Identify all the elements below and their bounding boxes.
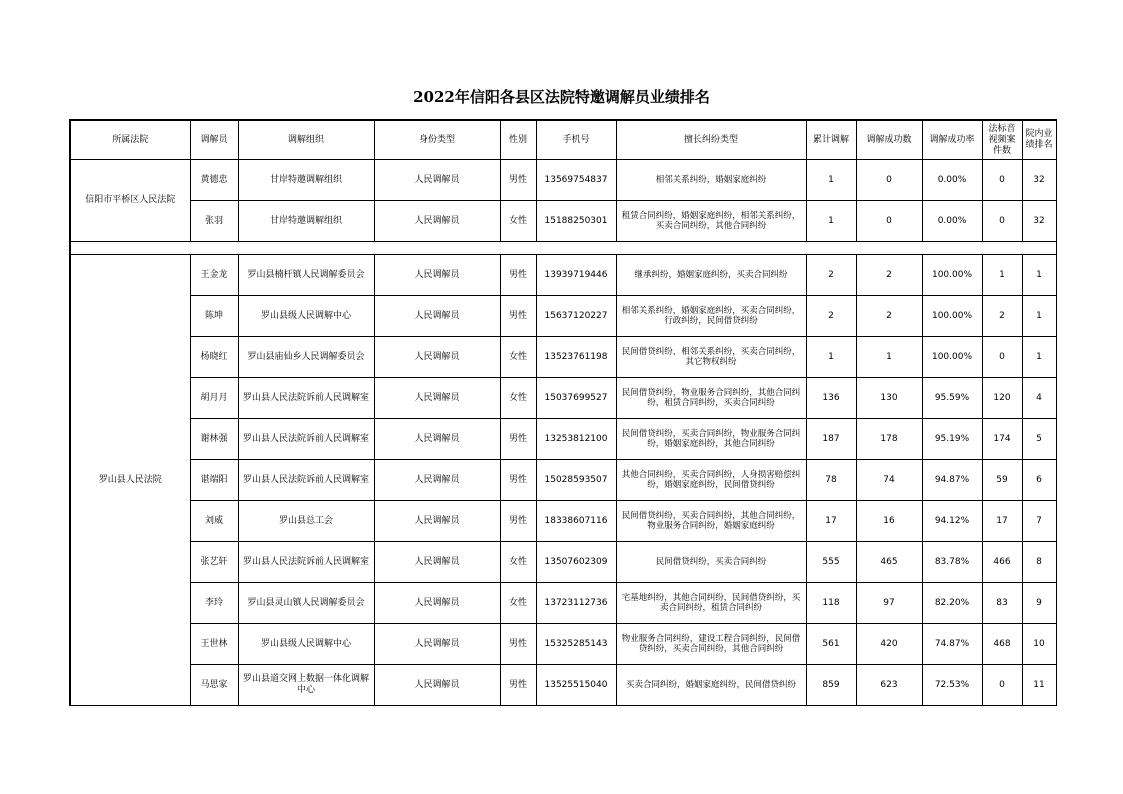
phone-number: 13525515040 xyxy=(536,665,616,706)
success-rate: 83.78% xyxy=(922,542,982,583)
table-row xyxy=(70,296,1056,337)
video-cases: 0 xyxy=(982,201,1022,242)
video-cases: 2 xyxy=(982,296,1022,337)
specialty: 租赁合同纠纷，婚姻家庭纠纷，相邻关系纠纷，买卖合同纠纷，其他合同纠纷 xyxy=(616,201,806,242)
header-phone: 手机号 xyxy=(536,120,616,160)
total-mediations: 118 xyxy=(806,583,856,624)
specialty: 相邻关系纠纷，婚姻家庭纠纷，买卖合同纠纷，行政纠纷，民间借贷纠纷 xyxy=(616,296,806,337)
success-count: 178 xyxy=(856,419,922,460)
phone-number: 18338607116 xyxy=(536,501,616,542)
success-rate: 94.12% xyxy=(922,501,982,542)
success-count: 130 xyxy=(856,378,922,419)
gender: 女性 xyxy=(500,583,536,624)
video-cases: 120 xyxy=(982,378,1022,419)
specialty: 相邻关系纠纷，婚姻家庭纠纷 xyxy=(616,160,806,201)
total-mediations: 561 xyxy=(806,624,856,665)
table-row xyxy=(70,160,1056,201)
total-mediations: 859 xyxy=(806,665,856,706)
identity-type: 人民调解员 xyxy=(374,501,500,542)
header-video: 法标音视频案件数 xyxy=(982,120,1022,160)
mediation-org: 罗山县楠杆镇人民调解委员会 xyxy=(238,255,374,296)
mediation-org: 罗山县道交网上数据一体化调解中心 xyxy=(238,665,374,706)
specialty: 买卖合同纠纷，婚姻家庭纠纷，民间借贷纠纷 xyxy=(616,665,806,706)
table-row xyxy=(70,419,1056,460)
table-row xyxy=(70,665,1056,706)
success-rate: 100.00% xyxy=(922,255,982,296)
header-gender: 性别 xyxy=(500,120,536,160)
gender: 男性 xyxy=(500,665,536,706)
identity-type: 人民调解员 xyxy=(374,419,500,460)
identity-type: 人民调解员 xyxy=(374,665,500,706)
gender: 男性 xyxy=(500,419,536,460)
identity-type: 人民调解员 xyxy=(374,337,500,378)
page-title: 2022年信阳各县区法院特邀调解员业绩排名 xyxy=(413,88,710,106)
success-count: 74 xyxy=(856,460,922,501)
video-cases: 17 xyxy=(982,501,1022,542)
mediation-org: 甘岸特邀调解组织 xyxy=(238,160,374,201)
mediator-name: 刘威 xyxy=(190,501,238,542)
mediator-name: 张艺轩 xyxy=(190,542,238,583)
ranking-table xyxy=(69,119,1057,706)
gender: 女性 xyxy=(500,378,536,419)
success-count: 1 xyxy=(856,337,922,378)
court-rank: 1 xyxy=(1022,296,1056,337)
mediation-org: 罗山县人民法院诉前人民调解室 xyxy=(238,419,374,460)
identity-type: 人民调解员 xyxy=(374,201,500,242)
total-mediations: 1 xyxy=(806,337,856,378)
specialty: 继承纠纷，婚姻家庭纠纷，买卖合同纠纷 xyxy=(616,255,806,296)
table-row xyxy=(70,542,1056,583)
separator-row xyxy=(70,242,1056,255)
mediator-name: 胡月月 xyxy=(190,378,238,419)
specialty: 宅基地纠纷，其他合同纠纷，民间借贷纠纷，买卖合同纠纷，租赁合同纠纷 xyxy=(616,583,806,624)
total-mediations: 1 xyxy=(806,201,856,242)
header-org: 调解组织 xyxy=(238,120,374,160)
success-rate: 94.87% xyxy=(922,460,982,501)
court-rank: 6 xyxy=(1022,460,1056,501)
mediation-org: 罗山县级人民调解中心 xyxy=(238,296,374,337)
court-rank: 4 xyxy=(1022,378,1056,419)
phone-number: 15037699527 xyxy=(536,378,616,419)
header-success: 调解成功数 xyxy=(856,120,922,160)
success-count: 623 xyxy=(856,665,922,706)
phone-number: 13507602309 xyxy=(536,542,616,583)
court-rank: 8 xyxy=(1022,542,1056,583)
success-rate: 95.19% xyxy=(922,419,982,460)
court-rank: 32 xyxy=(1022,201,1056,242)
table-body xyxy=(70,120,1056,706)
phone-number: 13723112736 xyxy=(536,583,616,624)
mediation-org: 罗山县人民法院诉前人民调解室 xyxy=(238,460,374,501)
court-rank: 7 xyxy=(1022,501,1056,542)
phone-number: 13253812100 xyxy=(536,419,616,460)
video-cases: 0 xyxy=(982,337,1022,378)
phone-number: 15028593507 xyxy=(536,460,616,501)
identity-type: 人民调解员 xyxy=(374,542,500,583)
success-rate: 0.00% xyxy=(922,201,982,242)
total-mediations: 1 xyxy=(806,160,856,201)
specialty: 民间借贷纠纷，买卖合同纠纷 xyxy=(616,542,806,583)
mediator-name: 黄德忠 xyxy=(190,160,238,201)
specialty: 民间借贷纠纷，相邻关系纠纷，买卖合同纠纷，其它物权纠纷 xyxy=(616,337,806,378)
header-rank: 院内业绩排名 xyxy=(1022,120,1056,160)
table-row xyxy=(70,255,1056,296)
mediation-org: 罗山县总工会 xyxy=(238,501,374,542)
table-row xyxy=(70,460,1056,501)
success-count: 420 xyxy=(856,624,922,665)
header-mediator: 调解员 xyxy=(190,120,238,160)
phone-number: 13569754837 xyxy=(536,160,616,201)
identity-type: 人民调解员 xyxy=(374,624,500,665)
mediation-org: 甘岸特邀调解组织 xyxy=(238,201,374,242)
court-rank: 1 xyxy=(1022,255,1056,296)
mediation-org: 罗山县人民法院诉前人民调解室 xyxy=(238,542,374,583)
video-cases: 466 xyxy=(982,542,1022,583)
success-rate: 74.87% xyxy=(922,624,982,665)
court-rank: 11 xyxy=(1022,665,1056,706)
success-rate: 72.53% xyxy=(922,665,982,706)
success-count: 97 xyxy=(856,583,922,624)
mediation-org: 罗山县灵山镇人民调解委员会 xyxy=(238,583,374,624)
video-cases: 0 xyxy=(982,665,1022,706)
specialty: 物业服务合同纠纷，建设工程合同纠纷，民间借贷纠纷，买卖合同纠纷，其他合同纠纷 xyxy=(616,624,806,665)
total-mediations: 555 xyxy=(806,542,856,583)
specialty: 民间借贷纠纷，物业服务合同纠纷，其他合同纠纷，租赁合同纠纷，买卖合同纠纷 xyxy=(616,378,806,419)
identity-type: 人民调解员 xyxy=(374,583,500,624)
mediation-org: 罗山县人民法院诉前人民调解室 xyxy=(238,378,374,419)
gender: 男性 xyxy=(500,460,536,501)
success-count: 16 xyxy=(856,501,922,542)
total-mediations: 17 xyxy=(806,501,856,542)
identity-type: 人民调解员 xyxy=(374,160,500,201)
mediator-name: 张羽 xyxy=(190,201,238,242)
gender: 男性 xyxy=(500,624,536,665)
table-row xyxy=(70,501,1056,542)
header-identity: 身份类型 xyxy=(374,120,500,160)
success-count: 2 xyxy=(856,296,922,337)
table-row xyxy=(70,201,1056,242)
table-row xyxy=(70,624,1056,665)
phone-number: 13523761198 xyxy=(536,337,616,378)
success-rate: 100.00% xyxy=(922,337,982,378)
mediator-name: 王金龙 xyxy=(190,255,238,296)
header-total: 累计调解 xyxy=(806,120,856,160)
header-rate: 调解成功率 xyxy=(922,120,982,160)
mediator-name: 谌端阳 xyxy=(190,460,238,501)
mediator-name: 马思家 xyxy=(190,665,238,706)
court-rank: 10 xyxy=(1022,624,1056,665)
mediation-org: 罗山县级人民调解中心 xyxy=(238,624,374,665)
court-rank: 32 xyxy=(1022,160,1056,201)
table-row xyxy=(70,337,1056,378)
mediator-name: 杨晓红 xyxy=(190,337,238,378)
video-cases: 174 xyxy=(982,419,1022,460)
phone-number: 15325285143 xyxy=(536,624,616,665)
specialty: 民间借贷纠纷，买卖合同纠纷，物业服务合同纠纷，婚姻家庭纠纷，其他合同纠纷 xyxy=(616,419,806,460)
video-cases: 1 xyxy=(982,255,1022,296)
table-row xyxy=(70,583,1056,624)
success-count: 465 xyxy=(856,542,922,583)
gender: 男性 xyxy=(500,501,536,542)
identity-type: 人民调解员 xyxy=(374,296,500,337)
table-header xyxy=(70,120,1056,160)
court-rank: 9 xyxy=(1022,583,1056,624)
table-row xyxy=(70,378,1056,419)
header-specialty: 擅长纠纷类型 xyxy=(616,120,806,160)
specialty: 民间借贷纠纷，买卖合同纠纷，其他合同纠纷，物业服务合同纠纷，婚姻家庭纠纷 xyxy=(616,501,806,542)
success-count: 0 xyxy=(856,201,922,242)
court-rank: 1 xyxy=(1022,337,1056,378)
header-court: 所属法院 xyxy=(70,120,190,160)
identity-type: 人民调解员 xyxy=(374,460,500,501)
mediation-org: 罗山县庙仙乡人民调解委员会 xyxy=(238,337,374,378)
video-cases: 59 xyxy=(982,460,1022,501)
gender: 男性 xyxy=(500,296,536,337)
gender: 女性 xyxy=(500,542,536,583)
video-cases: 468 xyxy=(982,624,1022,665)
success-rate: 82.20% xyxy=(922,583,982,624)
phone-number: 15637120227 xyxy=(536,296,616,337)
success-rate: 0.00% xyxy=(922,160,982,201)
video-cases: 0 xyxy=(982,160,1022,201)
gender: 女性 xyxy=(500,201,536,242)
mediator-name: 李玲 xyxy=(190,583,238,624)
success-rate: 95.59% xyxy=(922,378,982,419)
total-mediations: 78 xyxy=(806,460,856,501)
court-name: 罗山县人民法院 xyxy=(70,255,190,706)
mediator-name: 陈坤 xyxy=(190,296,238,337)
identity-type: 人民调解员 xyxy=(374,255,500,296)
gender: 男性 xyxy=(500,160,536,201)
specialty: 其他合同纠纷，买卖合同纠纷，人身损害赔偿纠纷，婚姻家庭纠纷，民间借贷纠纷 xyxy=(616,460,806,501)
identity-type: 人民调解员 xyxy=(374,378,500,419)
success-count: 2 xyxy=(856,255,922,296)
success-count: 0 xyxy=(856,160,922,201)
mediator-name: 谢林强 xyxy=(190,419,238,460)
separator-cell xyxy=(70,242,1056,255)
total-mediations: 136 xyxy=(806,378,856,419)
gender: 女性 xyxy=(500,337,536,378)
success-rate: 100.00% xyxy=(922,296,982,337)
total-mediations: 2 xyxy=(806,296,856,337)
court-name: 信阳市平桥区人民法院 xyxy=(70,160,190,242)
court-rank: 5 xyxy=(1022,419,1056,460)
total-mediations: 2 xyxy=(806,255,856,296)
gender: 男性 xyxy=(500,255,536,296)
video-cases: 83 xyxy=(982,583,1022,624)
mediator-name: 王世林 xyxy=(190,624,238,665)
phone-number: 15188250301 xyxy=(536,201,616,242)
phone-number: 13939719446 xyxy=(536,255,616,296)
total-mediations: 187 xyxy=(806,419,856,460)
